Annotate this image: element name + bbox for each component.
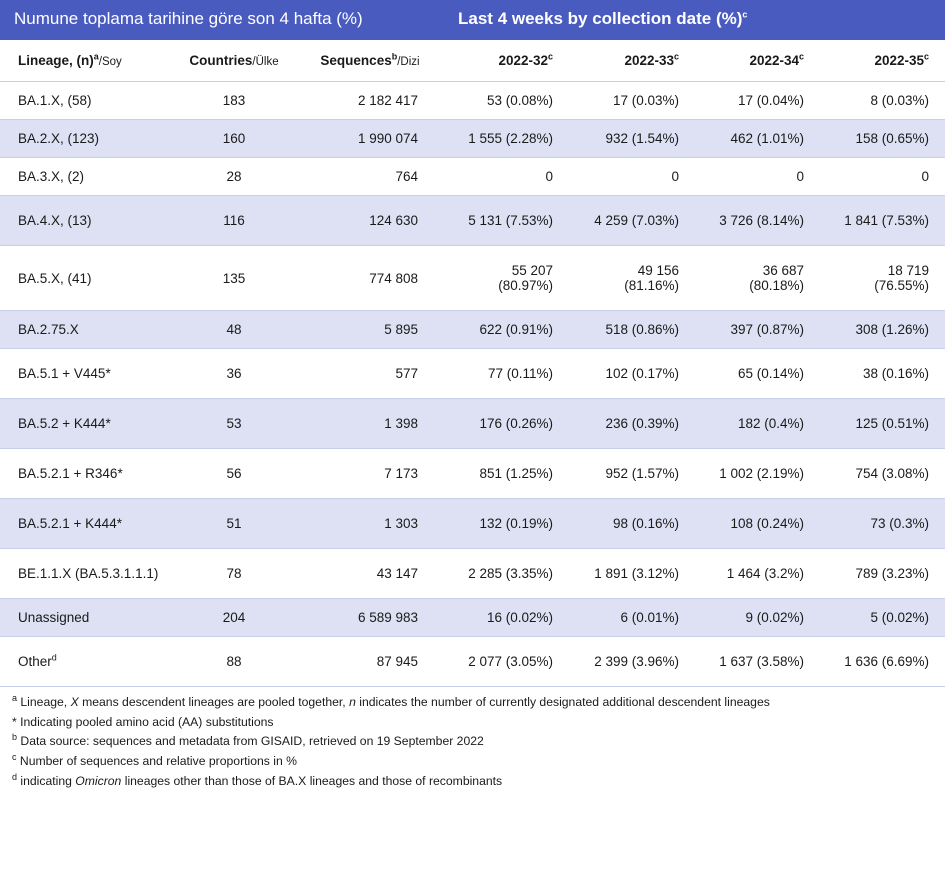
column-header-week4-label: 2022-35 <box>874 53 925 68</box>
cell-countries: 135 <box>172 246 296 311</box>
column-header-lineage-sup: a <box>93 51 99 62</box>
column-header-sequences-main: Sequences <box>320 53 392 68</box>
cell-week1: 55 207 (80.97%) <box>444 246 569 311</box>
cell-week1: 2 077 (3.05%) <box>444 637 569 687</box>
cell-sequences: 7 173 <box>296 449 444 499</box>
table-row <box>0 311 945 349</box>
footnote-c-text: Number of sequences and relative proportions in % <box>16 754 297 769</box>
table-row <box>0 196 945 246</box>
column-header-sequences-sup: b <box>391 51 398 62</box>
column-header-week-2022-35 <box>820 40 945 82</box>
cell-week4: 754 (3.08%) <box>820 449 945 499</box>
cell-lineage-sup: d <box>51 652 57 663</box>
cell-week2: 518 (0.86%) <box>569 311 695 349</box>
cell-sequences: 1 398 <box>296 399 444 449</box>
cell-week4: 125 (0.51%) <box>820 399 945 449</box>
cell-week1: 16 (0.02%) <box>444 599 569 637</box>
cell-countries: 78 <box>172 549 296 599</box>
cell-sequences: 577 <box>296 349 444 399</box>
title-right <box>444 0 945 40</box>
cell-week1: 851 (1.25%) <box>444 449 569 499</box>
footnote-a-part1: Lineage, <box>17 695 71 709</box>
cell-sequences: 124 630 <box>296 196 444 246</box>
cell-week4: 1 636 (6.69%) <box>820 637 945 687</box>
column-header-countries-sub: /Ülke <box>252 56 279 68</box>
footnote-a-marker: a <box>12 692 18 703</box>
column-header-week4-sup: c <box>924 51 930 62</box>
footnote-b-marker: b <box>12 732 18 743</box>
cell-week3: 17 (0.04%) <box>695 82 820 120</box>
cell-week3: 0 <box>695 158 820 196</box>
cell-countries: 160 <box>172 120 296 158</box>
cell-week4: 5 (0.02%) <box>820 599 945 637</box>
cell-sequences: 774 808 <box>296 246 444 311</box>
cell-week4: 158 (0.65%) <box>820 120 945 158</box>
cell-lineage: BA.5.X, (41) <box>0 246 172 311</box>
table-title-bar <box>0 0 945 40</box>
column-header-week1-label: 2022-32 <box>498 53 548 68</box>
cell-lineage: BE.1.1.X (BA.5.3.1.1.1) <box>0 549 172 599</box>
cell-lineage: BA.2.75.X <box>0 311 172 349</box>
cell-week4: 0 <box>820 158 945 196</box>
footnote-a-italic1: X <box>70 695 79 709</box>
footnote-d-italic1: Omicron <box>75 773 122 788</box>
column-header-week3-sup: c <box>799 51 805 62</box>
cell-week3: 1 002 (2.19%) <box>695 449 820 499</box>
cell-week4: 1 841 (7.53%) <box>820 196 945 246</box>
cell-week1: 77 (0.11%) <box>444 349 569 399</box>
cell-sequences: 2 182 417 <box>296 82 444 120</box>
table-row <box>0 246 945 311</box>
cell-week3: 1 637 (3.58%) <box>695 637 820 687</box>
cell-week2: 2 399 (3.96%) <box>569 637 695 687</box>
cell-lineage <box>0 637 172 687</box>
cell-week4: 73 (0.3%) <box>820 499 945 549</box>
footnote-c <box>8 752 937 772</box>
cell-lineage: BA.5.2.1 + R346* <box>0 449 172 499</box>
cell-week2: 6 (0.01%) <box>569 599 695 637</box>
column-header-week2-label: 2022-33 <box>624 53 674 68</box>
cell-week4: 789 (3.23%) <box>820 549 945 599</box>
cell-week2: 952 (1.57%) <box>569 449 695 499</box>
footnote-d <box>8 772 937 792</box>
cell-lineage: BA.5.2.1 + K444* <box>0 499 172 549</box>
cell-countries: 53 <box>172 399 296 449</box>
cell-week3: 9 (0.02%) <box>695 599 820 637</box>
cell-week1: 622 (0.91%) <box>444 311 569 349</box>
column-header-countries-main: Countries <box>189 53 253 68</box>
cell-week2: 1 891 (3.12%) <box>569 549 695 599</box>
footnote-b <box>8 732 937 752</box>
column-header-week-2022-34 <box>695 40 820 82</box>
column-header-lineage-sub: /Soy <box>98 56 122 68</box>
cell-week3: 3 726 (8.14%) <box>695 196 820 246</box>
cell-lineage: BA.2.X, (123) <box>0 120 172 158</box>
cell-week2: 932 (1.54%) <box>569 120 695 158</box>
cell-week2: 17 (0.03%) <box>569 82 695 120</box>
cell-week2: 102 (0.17%) <box>569 349 695 399</box>
footnote-d-part2: lineages other than those of BA.X lineages and those of recombinants <box>121 773 503 788</box>
cell-week2: 236 (0.39%) <box>569 399 695 449</box>
footnote-a-italic2: n <box>349 695 356 709</box>
cell-countries: 56 <box>172 449 296 499</box>
cell-sequences: 764 <box>296 158 444 196</box>
cell-week1: 2 285 (3.35%) <box>444 549 569 599</box>
column-header-week-2022-33 <box>569 40 695 82</box>
table-row <box>0 349 945 399</box>
table-row <box>0 158 945 196</box>
cell-lineage-text: Other <box>18 654 52 669</box>
cell-lineage: BA.4.X, (13) <box>0 196 172 246</box>
footnotes <box>0 687 945 793</box>
cell-countries: 48 <box>172 311 296 349</box>
cell-week4: 308 (1.26%) <box>820 311 945 349</box>
column-header-lineage-main: Lineage, (n) <box>18 53 94 68</box>
table-row <box>0 599 945 637</box>
footnote-star: * Indicating pooled amino acid (AA) substitutions <box>12 714 274 729</box>
column-header-lineage <box>0 40 172 82</box>
cell-lineage: BA.3.X, (2) <box>0 158 172 196</box>
cell-lineage: BA.5.1 + V445* <box>0 349 172 399</box>
cell-week2: 98 (0.16%) <box>569 499 695 549</box>
title-right-text: Last 4 weeks by collection date (%) <box>458 9 743 28</box>
footnote-d-marker: d <box>12 771 18 782</box>
cell-week1: 132 (0.19%) <box>444 499 569 549</box>
cell-sequences: 1 303 <box>296 499 444 549</box>
title-right-superscript: c <box>742 9 748 20</box>
cell-week1: 5 131 (7.53%) <box>444 196 569 246</box>
cell-week1: 1 555 (2.28%) <box>444 120 569 158</box>
cell-week2: 4 259 (7.03%) <box>569 196 695 246</box>
column-header-countries <box>172 40 296 82</box>
cell-countries: 51 <box>172 499 296 549</box>
column-header-week1-sup: c <box>548 51 554 62</box>
cell-week1: 0 <box>444 158 569 196</box>
cell-sequences: 5 895 <box>296 311 444 349</box>
cell-week2: 0 <box>569 158 695 196</box>
table-header-row <box>0 40 945 82</box>
cell-week3: 108 (0.24%) <box>695 499 820 549</box>
table-row <box>0 449 945 499</box>
cell-week3: 182 (0.4%) <box>695 399 820 449</box>
cell-countries: 204 <box>172 599 296 637</box>
cell-countries: 183 <box>172 82 296 120</box>
table-row <box>0 637 945 687</box>
cell-countries: 88 <box>172 637 296 687</box>
cell-week1: 53 (0.08%) <box>444 82 569 120</box>
cell-week4: 38 (0.16%) <box>820 349 945 399</box>
cell-sequences: 43 147 <box>296 549 444 599</box>
title-left: Numune toplama tarihine göre son 4 hafta (%) <box>0 0 444 40</box>
footnote-c-marker: c <box>12 752 17 762</box>
table-row <box>0 82 945 120</box>
cell-week3: 1 464 (3.2%) <box>695 549 820 599</box>
cell-week3: 36 687 (80.18%) <box>695 246 820 311</box>
cell-week3: 462 (1.01%) <box>695 120 820 158</box>
column-header-week2-sup: c <box>674 51 680 62</box>
cell-week4: 8 (0.03%) <box>820 82 945 120</box>
column-header-week-2022-32 <box>444 40 569 82</box>
cell-lineage: BA.1.X, (58) <box>0 82 172 120</box>
column-header-week3-label: 2022-34 <box>749 53 799 68</box>
table-row <box>0 499 945 549</box>
cell-lineage: BA.5.2 + K444* <box>0 399 172 449</box>
cell-countries: 28 <box>172 158 296 196</box>
table-row <box>0 399 945 449</box>
footnote-a-part2: means descendent lineages are pooled together, <box>78 695 350 709</box>
column-header-sequences-sub: /Dizi <box>397 56 420 68</box>
table-row <box>0 549 945 599</box>
cell-countries: 116 <box>172 196 296 246</box>
cell-week2: 49 156 (81.16%) <box>569 246 695 311</box>
column-header-sequences <box>296 40 444 82</box>
cell-week3: 397 (0.87%) <box>695 311 820 349</box>
footnote-b-text: Data source: sequences and metadata from GISAID, retrieved on 19 September 2022 <box>17 734 484 749</box>
cell-sequences: 6 589 983 <box>296 599 444 637</box>
cell-countries: 36 <box>172 349 296 399</box>
cell-week3: 65 (0.14%) <box>695 349 820 399</box>
cell-lineage: Unassigned <box>0 599 172 637</box>
cell-week4: 18 719 (76.55%) <box>820 246 945 311</box>
footnote-d-part1: indicating <box>17 773 76 788</box>
cell-sequences: 87 945 <box>296 637 444 687</box>
footnote-a <box>8 693 937 713</box>
cell-week1: 176 (0.26%) <box>444 399 569 449</box>
table-row <box>0 120 945 158</box>
cell-sequences: 1 990 074 <box>296 120 444 158</box>
footnote-a-part3: indicates the number of currently designated additional descendent lineages <box>355 695 770 709</box>
